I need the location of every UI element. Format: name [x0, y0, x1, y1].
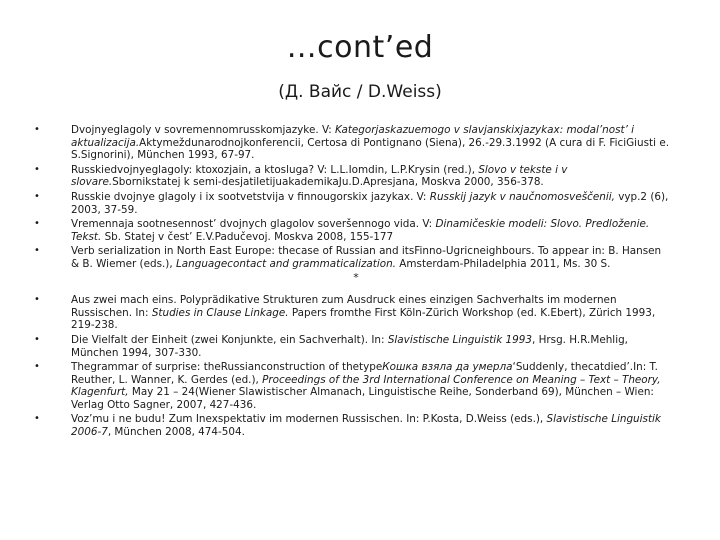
- bullet-icon: •: [34, 124, 40, 135]
- page-title: …cont’ed: [286, 30, 434, 65]
- list-item: [30, 191, 670, 216]
- list-item: [30, 334, 670, 359]
- list-item: [30, 218, 670, 243]
- list-item: [30, 361, 670, 411]
- reference-text: Verb serialization in North East Europe: thecase of Russian and itsFinno-Ugricneighbours. To appear in: B. Hansen & B. Wiemer (eds.), Languagecontact and grammaticalization. Amsterdam-Philadelphia 2011, Ms. 30 S.: [71, 245, 662, 270]
- reference-text: Russkiedvojnyeglagoly: ktoxozjain, a ktosluga? V: L.L.Iomdin, L.P.Krysin (red.), Slovo v tekste i v slovare.Sbornikstatej k semi-desjatiletijuakademikaJu.D.Apresjana, Moskva 2000, 356-378.: [71, 163, 568, 189]
- bullet-icon: •: [34, 190, 40, 202]
- reference-text: Vremennaja sootnesennost’ dvojnych glagolov soveršennogo vida. V: Dinamičeskie modeli: Slovo. Predloženie. Tekst. Sb. Statej v čest’ E.V.Padučevoj. Moskva 2008, 155-177: [71, 218, 650, 243]
- reference-text: Aus zwei mach eins. Polyprädikative Strukturen zum Ausdruck eines einzigen Sachverhalts im modernen Russischen. In: Studies in Clause Linkage. Papers fromthe First Köln-Zürich Workshop (ed. K.Ebert), Zürich 1993, 219-238.: [71, 294, 656, 332]
- section-separator: *: [353, 270, 359, 284]
- reference-text: Russkie dvojnye glagoly i ix sootvetstvija v finnougorskix jazykax. V: Russkij jazyk v naučnomosveščenii, vyp.2 (6), 2003, 37-59.: [71, 190, 669, 216]
- bullet-icon: •: [34, 163, 40, 175]
- bullet-icon: •: [34, 294, 40, 306]
- list-item: [30, 245, 670, 270]
- reference-text: Dvojnyeglagoly v sovremennomrusskomjazyke. V: Kategorjaskazuemogo v slavjanskixjazykax: modal’nost’ i aktualizacija.Aktymeždunarodnojkonferencii, Certosa di Pontignano (Siena), 26.-29.3.1992 (A cura di F. FiciGiusti e. S.Signorini), München 1993, 67-97.: [71, 124, 670, 162]
- bullet-icon: •: [34, 245, 40, 257]
- reference-list: [30, 124, 670, 439]
- bullet-icon: •: [34, 413, 40, 425]
- reference-text: Thegrammar of surprise: theRussianconstruction of thetypeКошка взяла да умерла‘Suddenly, thecatdied’.In: T. Reuther, L. Wanner, K. Gerdes (ed.), Proceedings of the 3rd International Conference on Meaning – Text – Theory, Klagenfurt, May 21 – 24(Wiener Slawistischer Almanach, Linguistische Reihe, Sonderband 69), München – Wien: Verlag Otto Sagner, 2007, 427-436.: [71, 361, 661, 411]
- list-item: [30, 413, 670, 438]
- bullet-icon: •: [34, 218, 40, 230]
- bullet-icon: •: [34, 361, 40, 373]
- page-subtitle: (Д. Вайс / D.Weiss): [278, 82, 442, 102]
- list-item: [30, 164, 670, 189]
- reference-text: Die Vielfalt der Einheit (zwei Konjunkte, ein Sachverhalt). In: Slavistische Linguistik 1993, Hrsg. H.R.Mehlig, München 1994, 307-330.: [71, 333, 628, 359]
- list-item: [30, 294, 670, 332]
- bullet-icon: •: [34, 333, 40, 345]
- reference-text: Voz’mu i ne budu! Zum Inexspektativ im modernen Russischen. In: P.Kosta, D.Weiss (eds.), Slavistische Linguistik 2006-7, München 2008, 474-504.: [71, 413, 661, 439]
- list-item: [30, 124, 670, 162]
